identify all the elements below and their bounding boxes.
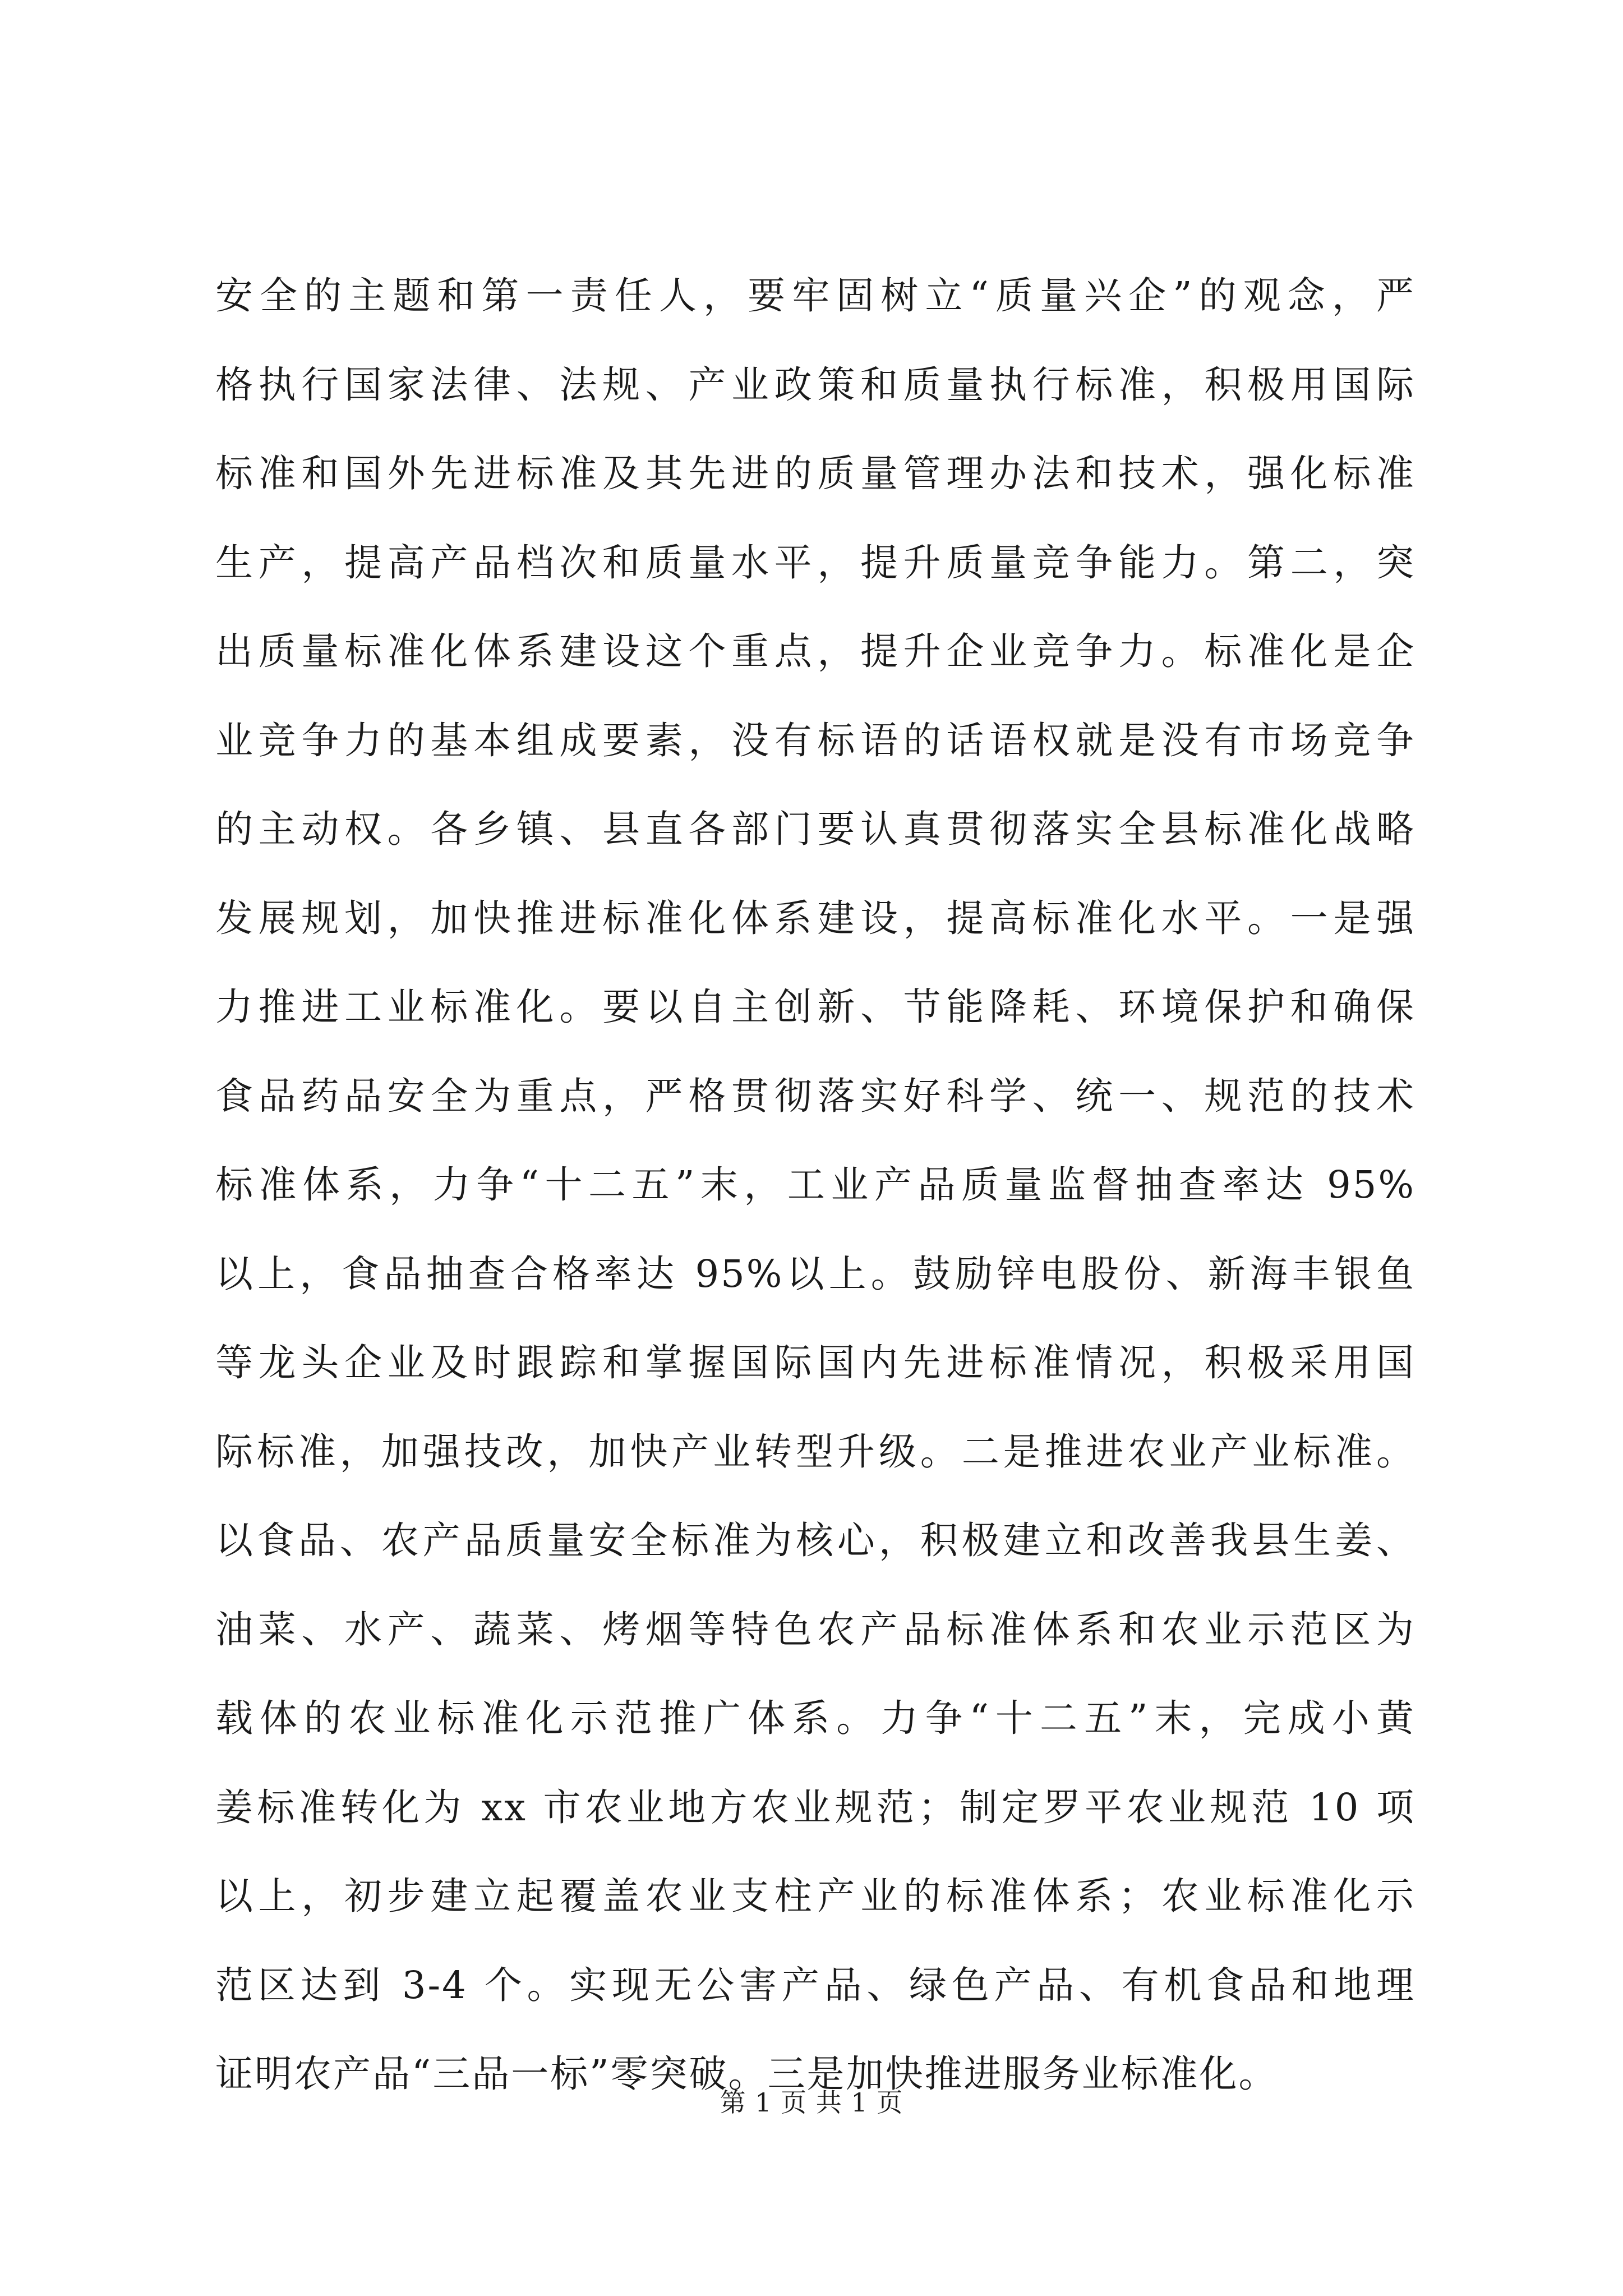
text-line: 格执行国家法律、法规、产业政策和质量执行标准，积极用国际 <box>215 362 1415 407</box>
text-line: 油菜、水产、蔬菜、烤烟等特色农产品标准体系和农业示范区为 <box>215 1607 1415 1651</box>
text-line: 姜标准转化为 xx 市农业地方农业规范；制定罗平农业规范 10 项 <box>215 1785 1415 1829</box>
text-line: 食品药品安全为重点，严格贯彻落实好科学、统一、规范的技术 <box>215 1074 1415 1118</box>
text-line: 以上，食品抽查合格率达 95%以上。鼓励锌电股份、新海丰银鱼 <box>215 1251 1415 1296</box>
document-body <box>215 251 1415 2119</box>
text-line: 际标准，加强技改，加快产业转型升级。二是推进农业产业标准。 <box>215 1429 1415 1474</box>
text-line: 业竞争力的基本组成要素，没有标语的话语权就是没有市场竞争 <box>215 718 1415 762</box>
text-line: 等龙头企业及时跟踪和掌握国际国内先进标准情况，积极采用国 <box>215 1341 1415 1384</box>
text-line: 范区达到 3-4 个。实现无公害产品、绿色产品、有机食品和地理 <box>215 1963 1415 2007</box>
text-line: 载体的农业标准化示范推广体系。力争“十二五”末，完成小黄 <box>215 1696 1415 1740</box>
text-line: 以食品、农产品质量安全标准为核心，积极建立和改善我县生姜、 <box>215 1519 1415 1562</box>
text-line: 安全的主题和第一责任人，要牢固树立“质量兴企”的观念，严 <box>215 274 1415 318</box>
text-line: 的主动权。各乡镇、县直各部门要认真贯彻落实全县标准化战略 <box>215 807 1415 851</box>
text-line: 生产，提高产品档次和质量水平，提升质量竞争能力。第二，突 <box>215 540 1415 585</box>
text-line: 证明农产品“三品一标”零突破。三是加快推进服务业标准化。 <box>215 2052 1278 2096</box>
page-footer: 第 1 页 共 1 页 <box>720 2087 903 2118</box>
text-line: 标准体系，力争“十二五”末，工业产品质量监督抽查率达 95% <box>215 1163 1415 1207</box>
text-line: 力推进工业标准化。要以自主创新、节能降耗、环境保护和确保 <box>215 985 1415 1029</box>
text-line: 以上，初步建立起覆盖农业支柱产业的标准体系；农业标准化示 <box>215 1874 1415 1918</box>
text-line: 发展规划，加快推进标准化体系建设，提高标准化水平。一是强 <box>215 896 1415 940</box>
text-line: 出质量标准化体系建设这个重点，提升企业竞争力。标准化是企 <box>215 629 1415 673</box>
text-line: 标准和国外先进标准及其先进的质量管理办法和技术，强化标准 <box>215 452 1415 495</box>
